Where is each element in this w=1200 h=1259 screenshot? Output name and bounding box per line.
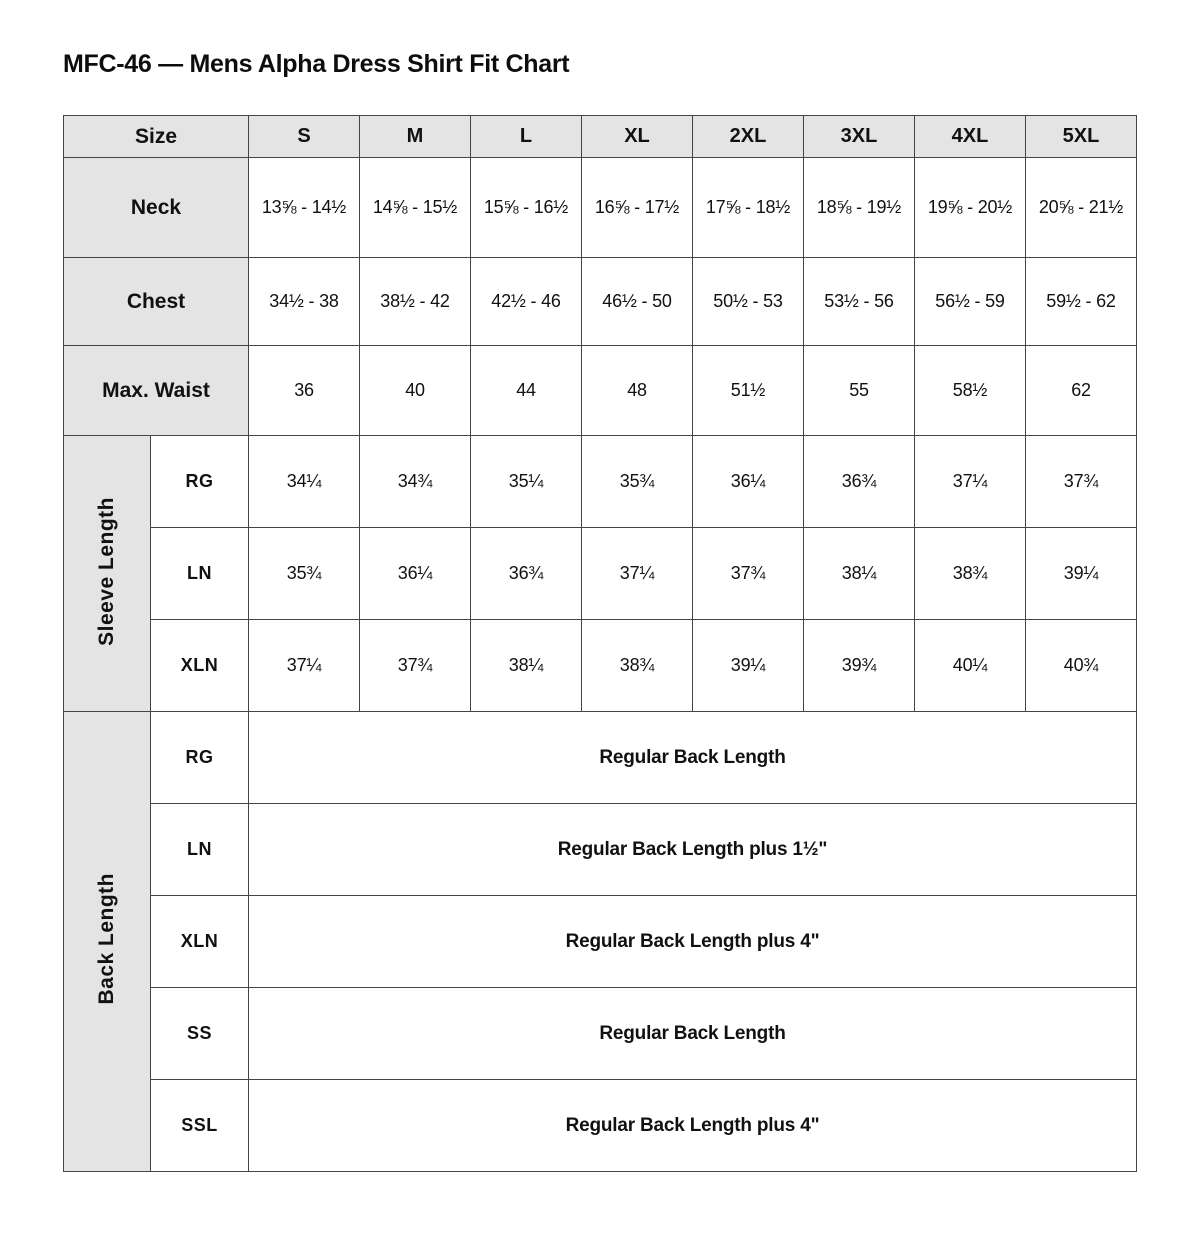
sleeve-xln-value: 40¼ (915, 620, 1026, 712)
neck-value: 18⅝ - 19½ (804, 158, 915, 258)
back-xln-label: XLN (151, 896, 249, 988)
neck-value: 15⅝ - 16½ (471, 158, 582, 258)
size-col-header-3xl: 3XL (804, 116, 915, 158)
back-rg-value: Regular Back Length (249, 712, 1137, 804)
chest-value: 50½ - 53 (693, 258, 804, 346)
max-waist-row-label: Max. Waist (64, 346, 249, 436)
neck-value: 17⅝ - 18½ (693, 158, 804, 258)
neck-value: 16⅝ - 17½ (582, 158, 693, 258)
sleeve-xln-value: 40¾ (1026, 620, 1137, 712)
neck-row-label: Neck (64, 158, 249, 258)
sleeve-xln-label: XLN (151, 620, 249, 712)
chest-value: 56½ - 59 (915, 258, 1026, 346)
sleeve-ln-value: 36¾ (471, 528, 582, 620)
max-waist-value: 48 (582, 346, 693, 436)
sleeve-rg-value: 36¾ (804, 436, 915, 528)
back-ln-label: LN (151, 804, 249, 896)
size-col-header-4xl: 4XL (915, 116, 1026, 158)
back-ssl-row (64, 1080, 1137, 1172)
max-waist-value: 40 (360, 346, 471, 436)
max-waist-value: 62 (1026, 346, 1137, 436)
size-col-header-5xl: 5XL (1026, 116, 1137, 158)
back-xln-row (64, 896, 1137, 988)
back-length-section-label (64, 712, 151, 1172)
back-length-vertical-text: Back Length (95, 873, 118, 1005)
back-ssl-value: Regular Back Length plus 4" (249, 1080, 1137, 1172)
sleeve-length-section-label (64, 436, 151, 712)
sleeve-rg-value: 34¼ (249, 436, 360, 528)
sleeve-ln-value: 38¼ (804, 528, 915, 620)
sleeve-ln-value: 38¾ (915, 528, 1026, 620)
back-ss-value: Regular Back Length (249, 988, 1137, 1080)
sleeve-xln-value: 38¼ (471, 620, 582, 712)
fit-chart-table (63, 115, 1137, 1172)
chest-row (64, 258, 1137, 346)
sleeve-xln-value: 37¾ (360, 620, 471, 712)
sleeve-rg-value: 34¾ (360, 436, 471, 528)
size-col-header-xl: XL (582, 116, 693, 158)
chest-value: 59½ - 62 (1026, 258, 1137, 346)
back-ss-row (64, 988, 1137, 1080)
chest-value: 38½ - 42 (360, 258, 471, 346)
sleeve-ln-row (64, 528, 1137, 620)
chest-value: 42½ - 46 (471, 258, 582, 346)
size-col-header-l: L (471, 116, 582, 158)
sleeve-xln-row (64, 620, 1137, 712)
neck-row (64, 158, 1137, 258)
sleeve-ln-value: 35¾ (249, 528, 360, 620)
sleeve-ln-value: 39¼ (1026, 528, 1137, 620)
sleeve-rg-value: 37¼ (915, 436, 1026, 528)
neck-value: 13⅝ - 14½ (249, 158, 360, 258)
back-ln-value: Regular Back Length plus 1½" (249, 804, 1137, 896)
sleeve-rg-value: 35¾ (582, 436, 693, 528)
sleeve-ln-label: LN (151, 528, 249, 620)
size-col-header-s: S (249, 116, 360, 158)
size-header-cell: Size (64, 116, 249, 158)
back-ssl-label: SSL (151, 1080, 249, 1172)
sleeve-rg-value: 37¾ (1026, 436, 1137, 528)
max-waist-value: 51½ (693, 346, 804, 436)
chest-value: 34½ - 38 (249, 258, 360, 346)
neck-value: 14⅝ - 15½ (360, 158, 471, 258)
max-waist-value: 55 (804, 346, 915, 436)
chest-value: 46½ - 50 (582, 258, 693, 346)
sleeve-xln-value: 39¼ (693, 620, 804, 712)
size-col-header-2xl: 2XL (693, 116, 804, 158)
sleeve-rg-row (64, 436, 1137, 528)
sleeve-rg-value: 35¼ (471, 436, 582, 528)
neck-value: 20⅝ - 21½ (1026, 158, 1137, 258)
chest-row-label: Chest (64, 258, 249, 346)
sleeve-ln-value: 36¼ (360, 528, 471, 620)
sleeve-ln-value: 37¼ (582, 528, 693, 620)
sleeve-xln-value: 37¼ (249, 620, 360, 712)
sleeve-rg-value: 36¼ (693, 436, 804, 528)
max-waist-value: 58½ (915, 346, 1026, 436)
max-waist-row (64, 346, 1137, 436)
back-ln-row (64, 804, 1137, 896)
sleeve-xln-value: 38¾ (582, 620, 693, 712)
page-title: MFC-46 — Mens Alpha Dress Shirt Fit Chart (63, 50, 570, 78)
back-rg-label: RG (151, 712, 249, 804)
sleeve-ln-value: 37¾ (693, 528, 804, 620)
sleeve-length-vertical-text: Sleeve Length (95, 496, 118, 646)
chest-value: 53½ - 56 (804, 258, 915, 346)
size-header-row (64, 116, 1137, 158)
max-waist-value: 36 (249, 346, 360, 436)
back-ss-label: SS (151, 988, 249, 1080)
neck-value: 19⅝ - 20½ (915, 158, 1026, 258)
size-col-header-m: M (360, 116, 471, 158)
back-rg-row (64, 712, 1137, 804)
sleeve-xln-value: 39¾ (804, 620, 915, 712)
max-waist-value: 44 (471, 346, 582, 436)
sleeve-rg-label: RG (151, 436, 249, 528)
back-xln-value: Regular Back Length plus 4" (249, 896, 1137, 988)
